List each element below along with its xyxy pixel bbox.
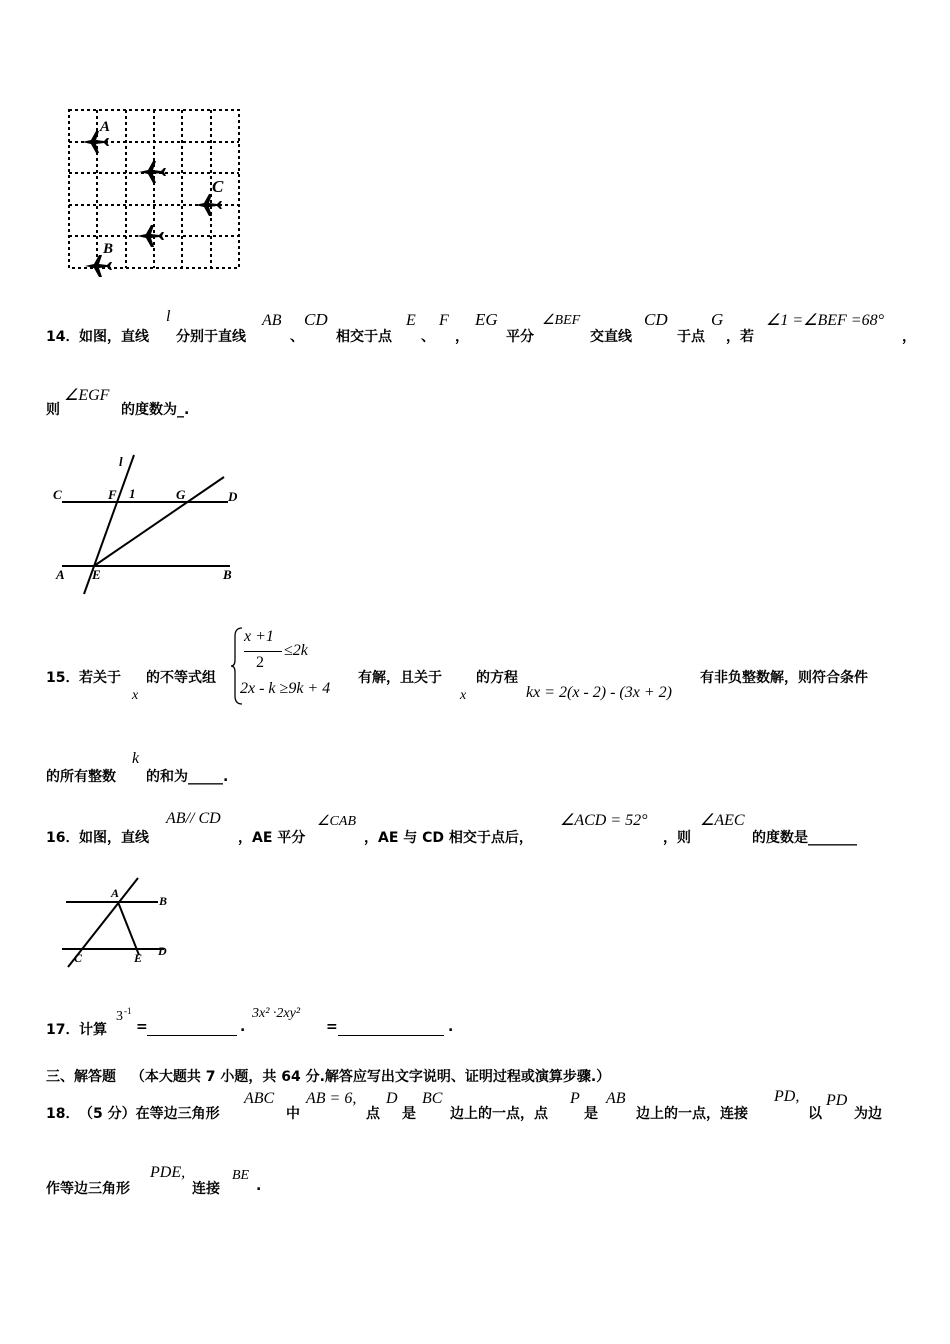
svg-text:E: E (134, 951, 143, 965)
q17-answer-blank-2[interactable] (338, 1019, 444, 1036)
q14-line1: 14． 如图，直线 l 分别于直线 AB 、 CD 相交于点 E 、 F ， EG 平分 ∠BEF 交直线 CD 于点 G ，若 ∠1 =∠BEF =68° ， (46, 308, 916, 345)
q17-answer-blank-1[interactable] (147, 1019, 237, 1036)
q14-line2: 则 ∠EGF 的度数为_. (46, 387, 190, 418)
q18-number: 18． (46, 1106, 80, 1122)
svg-text:1: 1 (129, 486, 136, 501)
svg-text:B: B (159, 894, 168, 908)
q18-line1: 18． （5 分）在等边三角形 ABC 中 AB = 6, 点 D 是 BC 边上的一点，点 P 是 AB 边上的一点，连接 PD, 以 PD 为边 (46, 1088, 882, 1122)
q16-parallel-lines-figure (58, 875, 183, 970)
svg-text:G: G (176, 487, 186, 502)
q17-line: 17． 计算 3 -1 = . 3x² ·2xy² = . (46, 1006, 454, 1038)
q15-line1: 15． 若关于 x 的不等式组 x +1 2 ≤2k 2x - k ≥9k + 4 有解，且关于 x 的方程 kx = 2(x - 2) - (3x + 2) 有非负整数解，则符合条件 (46, 622, 926, 712)
svg-text:A: A (56, 567, 65, 582)
grid-airplane-figure (60, 100, 250, 285)
q14-parallel-lines-figure (48, 452, 248, 602)
section3-title: 三、解答题 (46, 1069, 116, 1085)
label-a: A (100, 119, 111, 135)
q18-line2: 作等边三角形 PDE, 连接 BE . (46, 1164, 262, 1197)
svg-text:A: A (111, 886, 120, 900)
svg-text:D: D (228, 489, 238, 504)
svg-text:D: D (158, 944, 167, 958)
label-b: B (103, 241, 114, 257)
airplane-b-icon (85, 255, 112, 277)
svg-text:E: E (92, 567, 101, 582)
svg-text:l: l (119, 454, 123, 469)
section3-heading (46, 1066, 610, 1086)
q16-number: 16． (46, 830, 80, 846)
q15-line2: 的所有整数 k 的和为_____. (46, 750, 229, 785)
svg-text:F: F (108, 487, 117, 502)
svg-text:B: B (223, 567, 232, 582)
label-c: C (212, 177, 224, 196)
q14-number: 14． (46, 329, 80, 345)
svg-text:C: C (53, 487, 62, 502)
q15-number: 15． (46, 670, 80, 686)
q16-line1: 16． 如图，直线 AB// CD ，AE 平分 ∠CAB ，AE 与 CD 相交于点后， ∠ACD = 52° ，则 ∠AEC 的度数是_______ (46, 810, 857, 846)
airplane-2-icon (139, 161, 166, 183)
q17-number: 17． (46, 1022, 80, 1038)
svg-text:C: C (74, 951, 83, 965)
airplane-c-icon (195, 194, 222, 216)
section3-note: （本大题共 7 小题，共 64 分.解答应写出文字说明、证明过程或演算步骤.） (130, 1069, 611, 1085)
airplane-4-icon (137, 225, 164, 247)
